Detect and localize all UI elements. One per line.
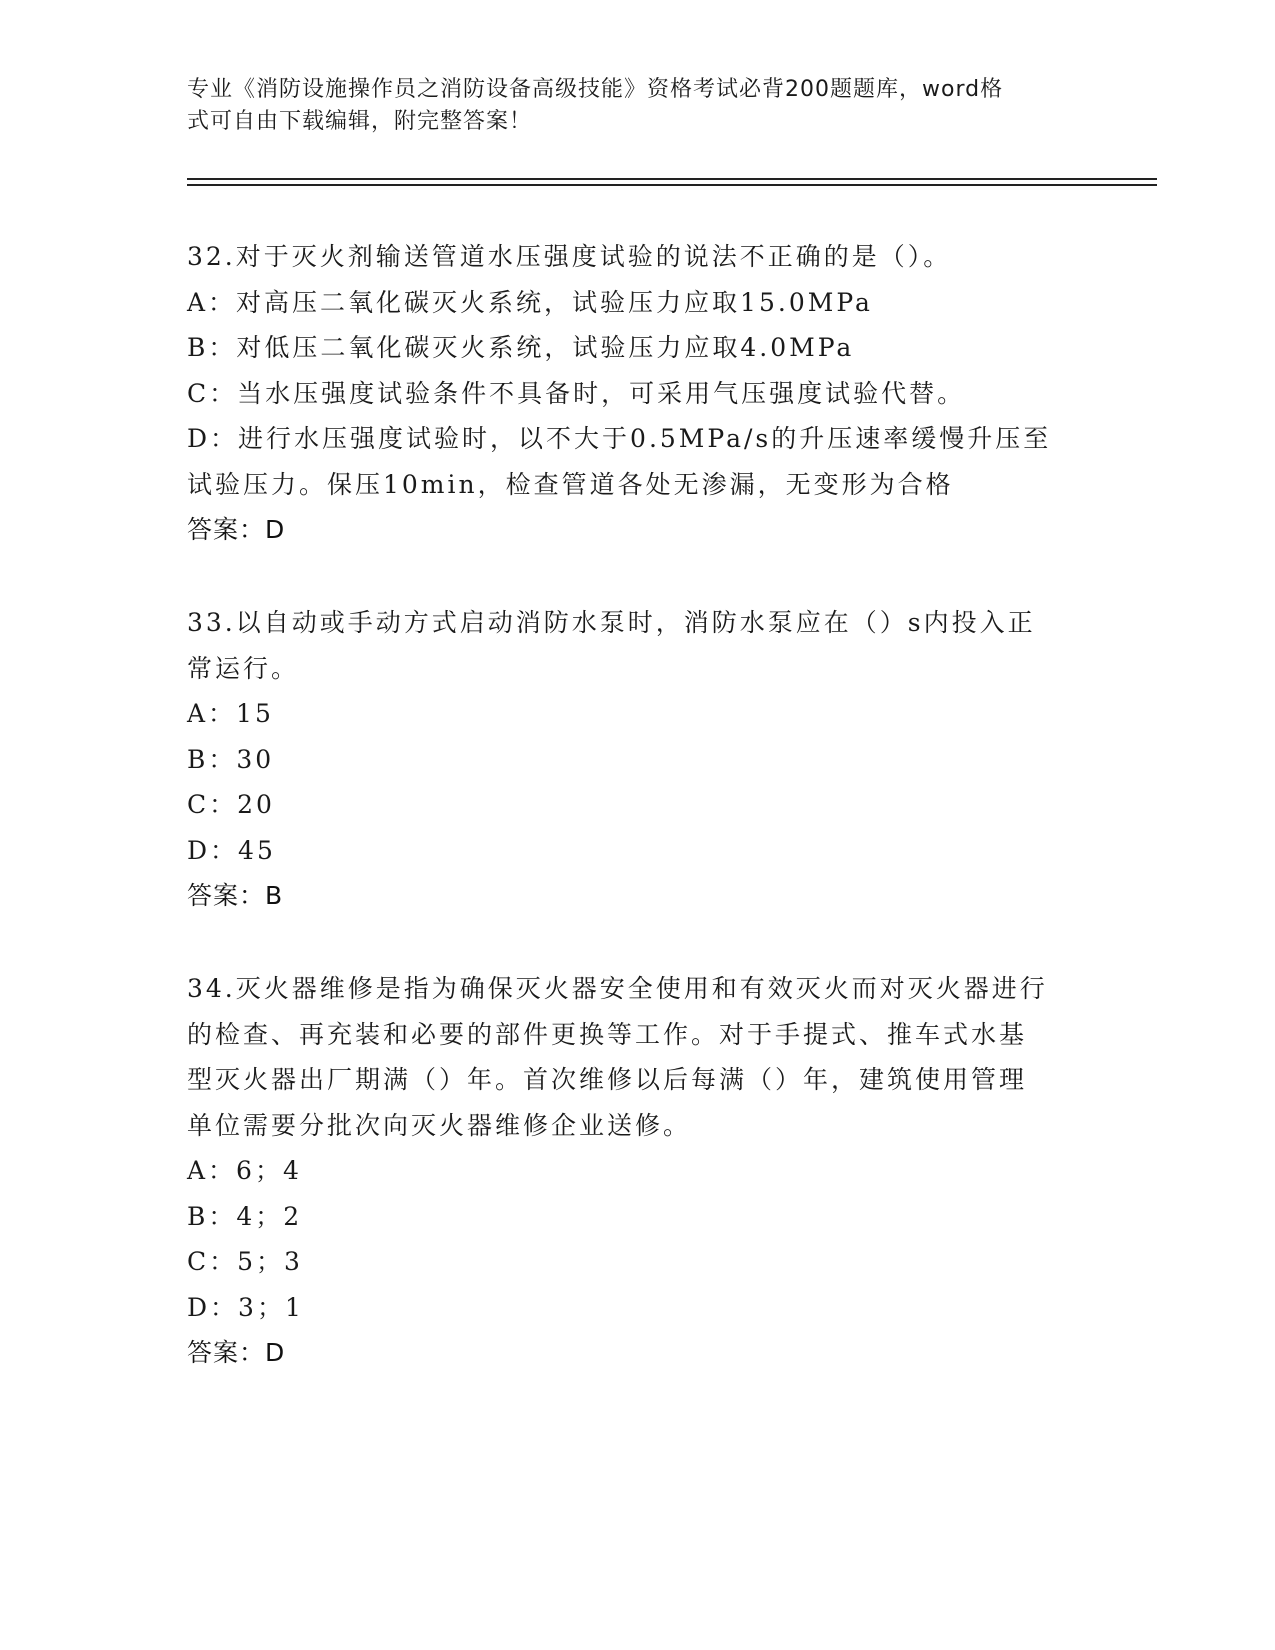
header-line-1: 专业《消防设施操作员之消防设备高级技能》资格考试必背200题题库，word格 xyxy=(187,77,1004,102)
option-b: B：对低压二氧化碳灭火系统，试验压力应取4.0MPa xyxy=(187,333,855,362)
question-34 xyxy=(187,966,1067,1376)
option-c: C：当水压强度试验条件不具备时，可采用气压强度试验代替。 xyxy=(187,378,966,408)
option-a: A：对高压二氧化碳灭火系统，试验压力应取15.0MPa xyxy=(187,287,873,317)
question-stem: 33.以自动或手动方式启动消防水泵时，消防水泵应在（）s内投入正 xyxy=(187,608,1036,637)
question-stem-continued: 型灭火器出厂期满（）年。首次维修以后每满（）年，建筑使用管理 xyxy=(187,1065,1028,1094)
option-c: C：5；3 xyxy=(187,1247,303,1276)
option-c: C：20 xyxy=(187,790,275,819)
question-33 xyxy=(187,600,1067,919)
option-d: D：45 xyxy=(187,835,276,865)
option-d-continued: 试验压力。保压10min，检查管道各处无渗漏，无变形为合格 xyxy=(187,469,954,499)
header-divider-bottom xyxy=(187,184,1157,186)
answer-label: 答案：D xyxy=(187,1338,286,1367)
document-header xyxy=(187,74,1067,138)
answer-label: 答案：D xyxy=(187,515,286,544)
option-a: A：6；4 xyxy=(187,1156,302,1185)
question-stem-continued: 常运行。 xyxy=(187,653,300,683)
header-line-2: 式可自由下载编辑，附完整答案！ xyxy=(187,109,533,134)
header-divider-top xyxy=(187,178,1157,180)
option-d: D：进行水压强度试验时，以不大于0.5MPa/s的升压速率缓慢升压至 xyxy=(187,424,1052,453)
question-stem-continued: 单位需要分批次向灭火器维修企业送修。 xyxy=(187,1110,692,1140)
option-b: B：4；2 xyxy=(187,1201,303,1231)
question-stem-continued: 的检查、再充装和必要的部件更换等工作。对于手提式、推车式水基 xyxy=(187,1019,1028,1049)
question-stem: 32.对于灭火剂输送管道水压强度试验的说法不正确的是（）。 xyxy=(187,242,952,271)
question-stem: 34.灭火器维修是指为确保灭火器安全使用和有效灭火而对灭火器进行 xyxy=(187,974,1048,1003)
question-32 xyxy=(187,234,1067,553)
option-b: B：30 xyxy=(187,744,275,774)
option-d: D：3；1 xyxy=(187,1292,304,1322)
option-a: A：15 xyxy=(187,699,274,728)
answer-label: 答案：B xyxy=(187,881,284,910)
